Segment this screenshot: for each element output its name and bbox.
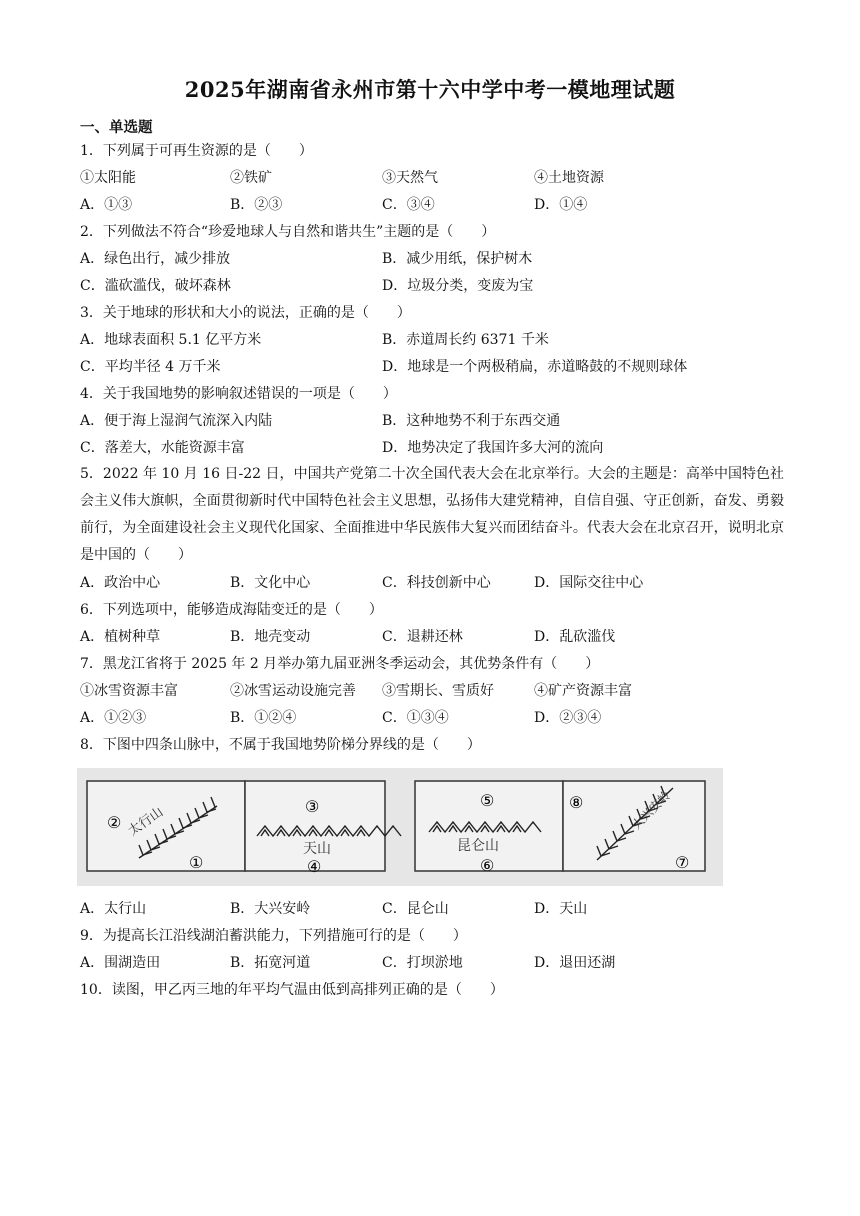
q1-item-4: ④土地资源: [534, 170, 604, 186]
q8-option-a: A．太行山: [80, 901, 147, 917]
fig-name-daxinganling: 大兴安岭: [629, 788, 674, 833]
q6-option-c: C．退耕还林: [382, 629, 463, 645]
fig-label-5: ⑤: [480, 791, 495, 810]
question-3-stem: 3．关于地球的形状和大小的说法，正确的是（ ）: [80, 305, 411, 321]
q7-item-2: ②冰雪运动设施完善: [230, 683, 356, 699]
fig-label-1: ①: [189, 853, 204, 872]
q3-option-a: A．地球表面积 5.1 亿平方米: [80, 332, 262, 348]
q8-option-c: C．昆仑山: [382, 901, 449, 917]
q1-item-2: ②铁矿: [230, 170, 272, 186]
q5-option-a: A．政治中心: [80, 575, 161, 591]
q5-option-c: C．科技创新中心: [382, 575, 491, 591]
q9-option-a: A．围湖造田: [80, 955, 161, 971]
q4-option-c: C．落差大，水能资源丰富: [80, 440, 245, 456]
q5-option-b: B．文化中心: [230, 575, 311, 591]
q7-item-1: ①冰雪资源丰富: [80, 683, 178, 699]
q4-option-b: B．这种地势不利于东西交通: [382, 413, 561, 429]
q1-option-c: C．③④: [382, 197, 435, 213]
section-heading: 一、单选题: [80, 119, 153, 136]
q7-item-3: ③雪期长、雪质好: [382, 683, 494, 699]
question-7-stem: 7．黑龙江省将于 2025 年 2 月举办第九届亚洲冬季运动会，其优势条件有（ ）: [80, 656, 600, 672]
q6-option-a: A．植树种草: [80, 629, 161, 645]
q8-option-b: B．大兴安岭: [230, 901, 311, 917]
fig-label-8: ⑧: [569, 793, 584, 812]
question-2-stem: 2．下列做法不符合“珍爱地球人与自然和谐共生”主题的是（ ）: [80, 224, 496, 240]
q1-option-a: A．①③: [80, 197, 133, 213]
q1-option-b: B．②③: [230, 197, 283, 213]
q6-option-d: D．乱砍滥伐: [534, 629, 616, 645]
question-6-stem: 6．下列选项中，能够造成海陆变迁的是（ ）: [80, 602, 383, 618]
q3-option-b: B．赤道周长约 6371 千米: [382, 332, 549, 348]
fig-label-2: ②: [107, 813, 122, 832]
mountain-figure: [77, 768, 723, 886]
q1-item-1: ①太阳能: [80, 170, 136, 186]
q2-option-b: B．减少用纸，保护树木: [382, 251, 533, 267]
q1-option-d: D．①④: [534, 197, 588, 213]
q2-option-a: A．绿色出行，减少排放: [80, 251, 231, 267]
q7-option-c: C．①③④: [382, 710, 449, 726]
question-8-stem: 8．下图中四条山脉中，不属于我国地势阶梯分界线的是（ ）: [80, 737, 481, 753]
q7-option-a: A．①②③: [80, 710, 147, 726]
q4-option-d: D．地势决定了我国许多大河的流向: [382, 440, 604, 456]
question-5-stem: 5．2022 年 10 月 16 日-22 日，中国共产党第二十次全国代表大会在北京举行。大会的主题是：高举中国特色社会主义伟大旗帜，全面贯彻新时代中国特色社会主义思想，弘扬伟大建党精神，自信自强、守正创新，奋发、勇毅前行，为全面建设社会主义现代化国家、全面推进中华民族伟大复兴而团结奋斗。代表大会在北京召开，说明北京是中国的（ ）: [80, 466, 784, 563]
fig-label-4: ④: [307, 857, 322, 876]
q7-option-b: B．①②④: [230, 710, 297, 726]
q8-option-d: D．天山: [534, 901, 588, 917]
fig-label-7: ⑦: [675, 853, 690, 872]
q9-option-b: B．拓宽河道: [230, 955, 311, 971]
fig-label-3: ③: [305, 797, 320, 816]
fig-name-taihang: 太行山: [125, 804, 167, 840]
q4-option-a: A．便于海上湿润气流深入内陆: [80, 413, 273, 429]
question-10-stem: 10．读图，甲乙丙三地的年平均气温由低到高排列正确的是（ ）: [80, 982, 504, 998]
q5-option-d: D．国际交往中心: [534, 575, 644, 591]
q7-item-4: ④矿产资源丰富: [534, 683, 632, 699]
page-title: 2025年湖南省永州市第十六中学中考一模地理试题: [184, 77, 676, 102]
q9-option-d: D．退田还湖: [534, 955, 616, 971]
q2-option-c: C．滥砍滥伐，破坏森林: [80, 278, 231, 294]
fig-name-tianshan: 天山: [303, 841, 331, 857]
question-1-stem: 1．下列属于可再生资源的是（ ）: [80, 143, 313, 159]
q6-option-b: B．地壳变动: [230, 629, 311, 645]
q2-option-d: D．垃圾分类，变废为宝: [382, 278, 534, 294]
q9-option-c: C．打坝淤地: [382, 955, 463, 971]
question-4-stem: 4．关于我国地势的影响叙述错误的一项是（ ）: [80, 386, 397, 402]
q3-option-c: C．平均半径 4 万千米: [80, 359, 221, 375]
question-9-stem: 9．为提高长江沿线湖泊蓄洪能力，下列措施可行的是（ ）: [80, 928, 467, 944]
q7-option-d: D．②③④: [534, 710, 602, 726]
q3-option-d: D．地球是一个两极稍扁，赤道略鼓的不规则球体: [382, 359, 688, 375]
fig-label-6: ⑥: [480, 856, 495, 875]
fig-name-kunlun: 昆仑山: [457, 838, 499, 854]
q1-item-3: ③天然气: [382, 170, 438, 186]
